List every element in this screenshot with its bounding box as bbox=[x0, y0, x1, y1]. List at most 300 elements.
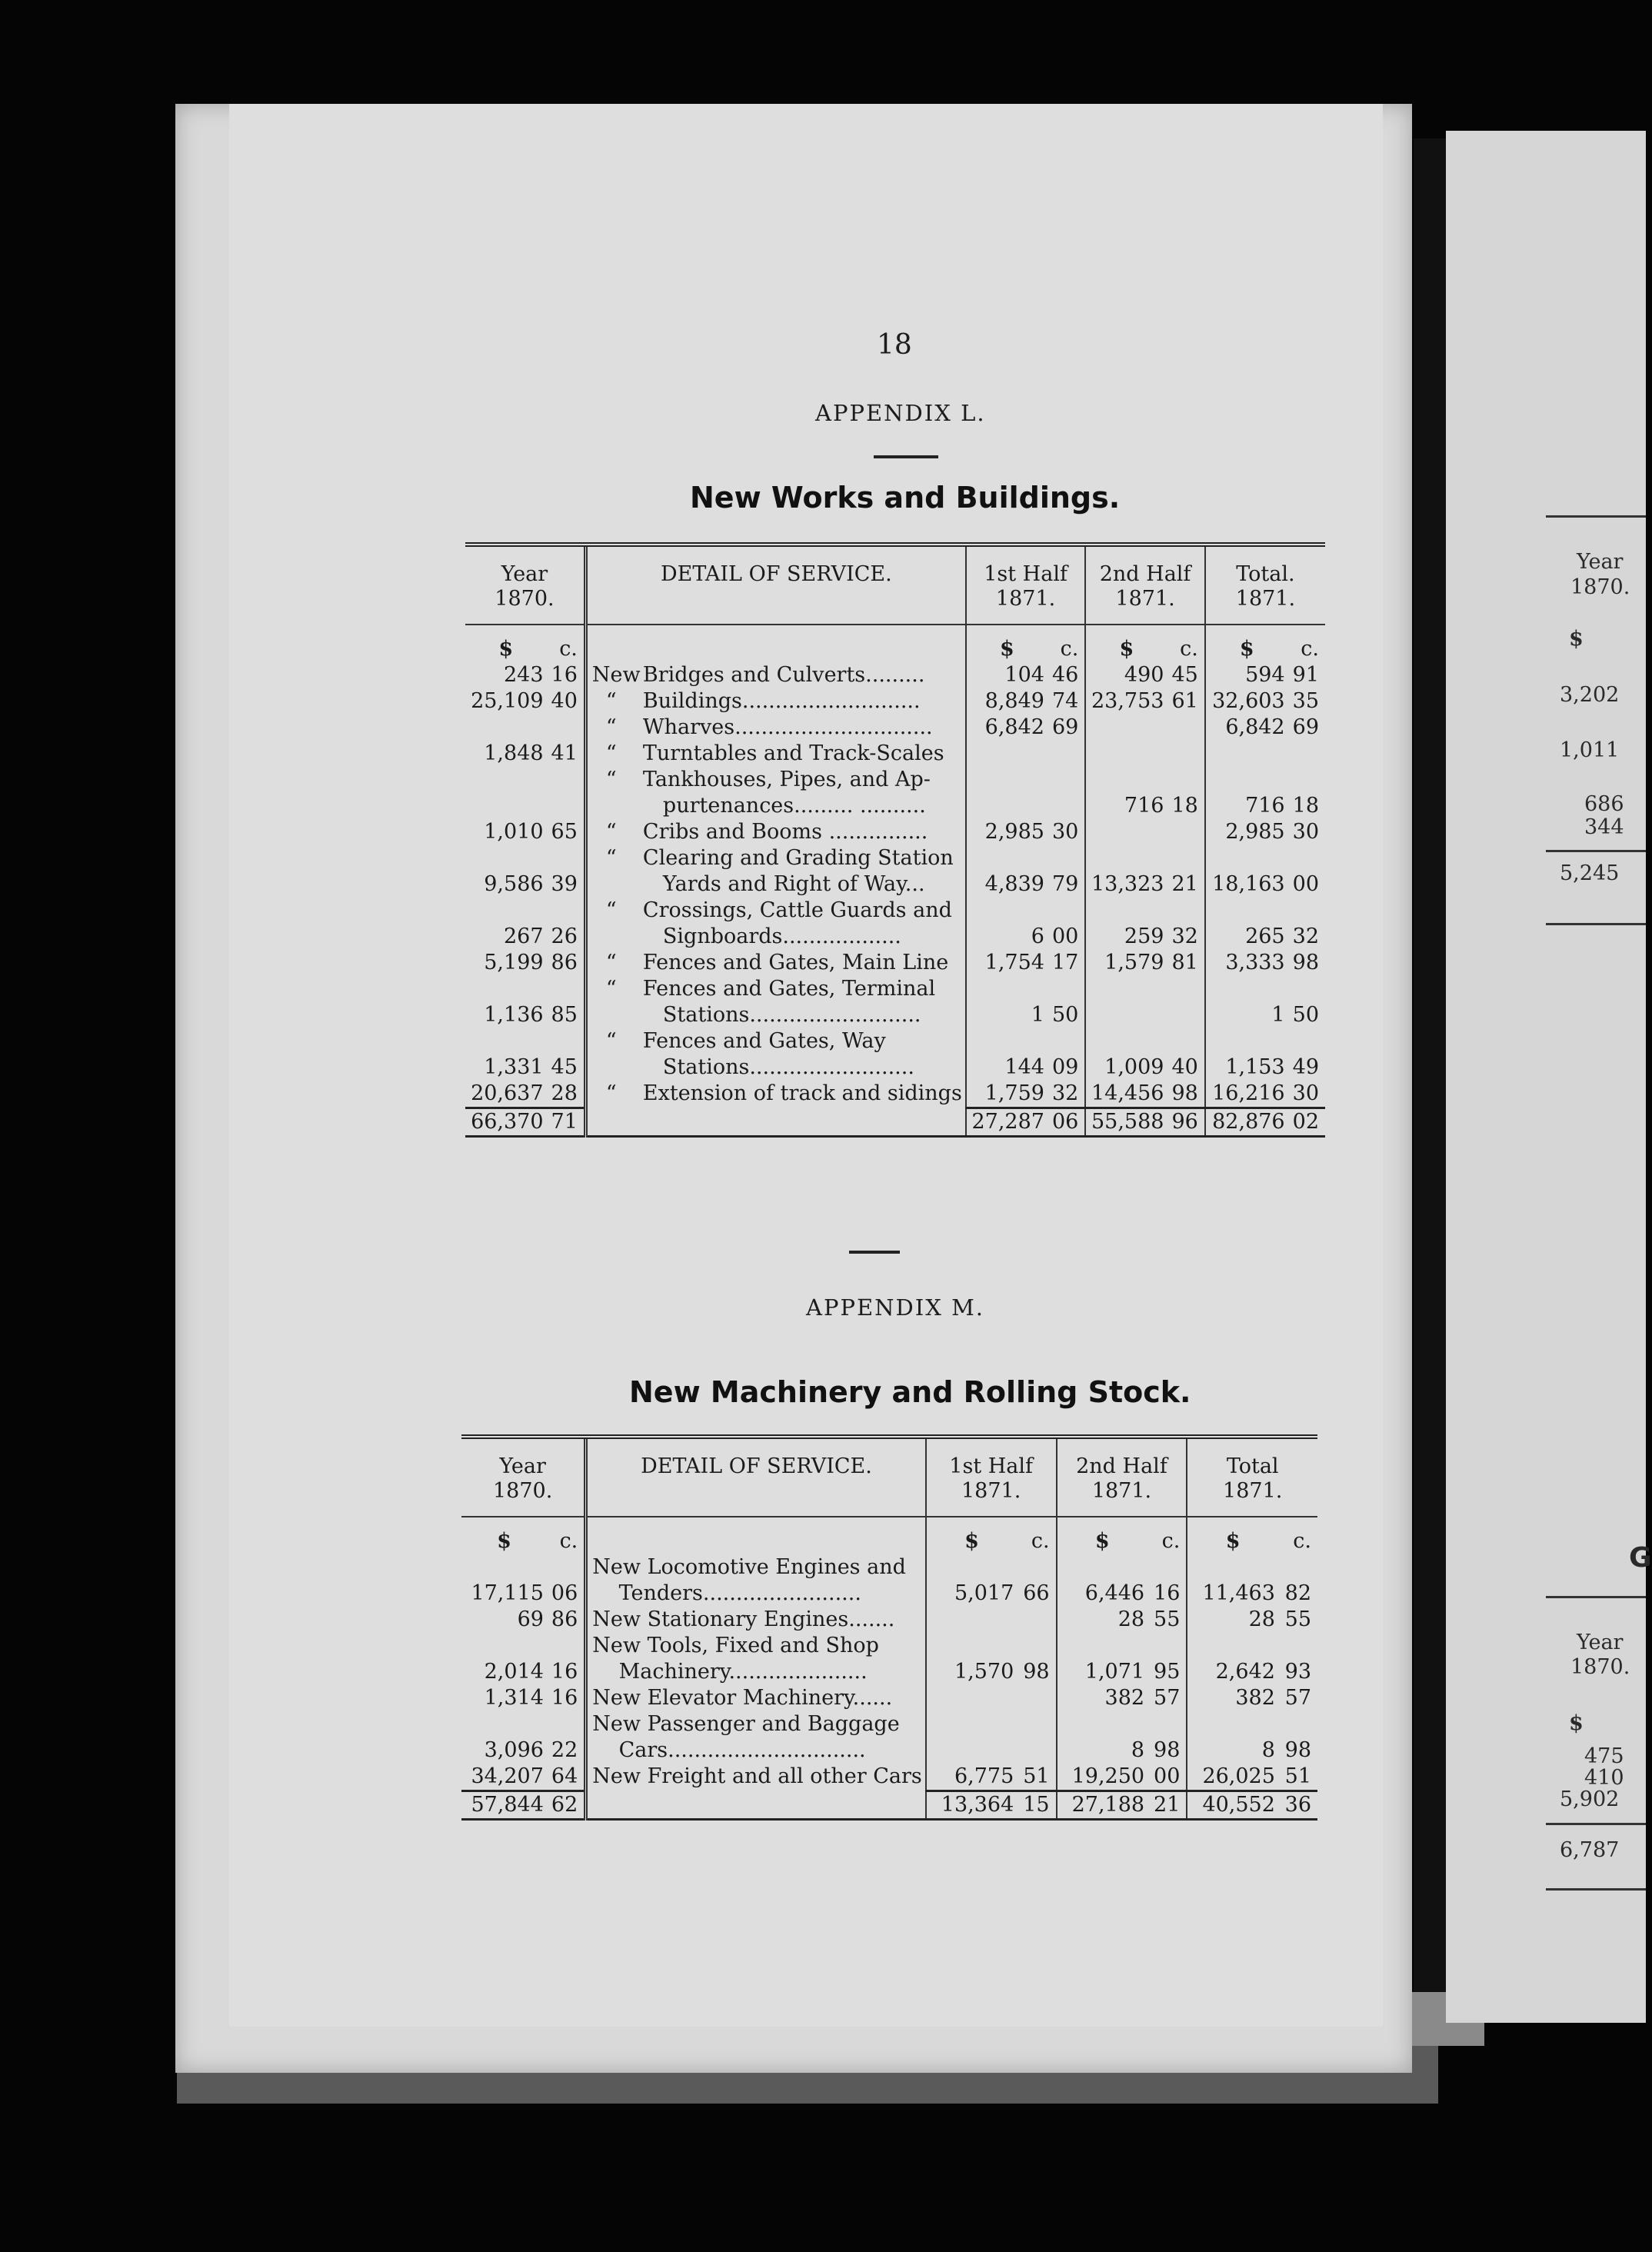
second-half-cents bbox=[1167, 1028, 1204, 1054]
total-value: 2,985 bbox=[1225, 820, 1285, 844]
first-half-cents: 30 bbox=[1047, 819, 1085, 845]
table-row bbox=[461, 1711, 1317, 1737]
total-value bbox=[1205, 976, 1288, 1002]
second-half-value: 716 bbox=[1124, 794, 1164, 818]
detail-text: New Stationary Engines....... bbox=[592, 1607, 895, 1631]
dollar-symbol: $ bbox=[1094, 1529, 1110, 1553]
table-row bbox=[465, 767, 1325, 793]
table-row bbox=[461, 1554, 1317, 1581]
table-row bbox=[465, 1028, 1325, 1054]
table-row bbox=[465, 976, 1325, 1002]
first-half-cents bbox=[1017, 1633, 1056, 1659]
detail-of-service bbox=[585, 976, 965, 1002]
second-half-cents: 57 bbox=[1147, 1685, 1187, 1711]
total-first-half-cents: 06 bbox=[1047, 1108, 1085, 1137]
total-first-half-cents: 15 bbox=[1017, 1791, 1056, 1820]
detail-of-service bbox=[586, 1607, 926, 1633]
second-half-value bbox=[1085, 976, 1167, 1002]
first-half-cents bbox=[1047, 845, 1085, 871]
second-half-value bbox=[1085, 741, 1167, 767]
detail-text: Tenders........................ bbox=[592, 1581, 861, 1605]
second-half-cents: 95 bbox=[1147, 1659, 1187, 1685]
detail-of-service bbox=[585, 1054, 965, 1081]
first-half-value bbox=[966, 1028, 1047, 1054]
year-cents: 39 bbox=[547, 871, 586, 898]
first-half-cents: 51 bbox=[1017, 1764, 1056, 1791]
second-half-cents: 81 bbox=[1167, 950, 1204, 976]
year-header: Year 1870. bbox=[465, 545, 585, 625]
facing-text: 5,245 bbox=[1560, 861, 1620, 885]
second-half-cents bbox=[1167, 715, 1204, 741]
first-half-cents bbox=[1017, 1607, 1056, 1633]
facing-rule bbox=[1546, 850, 1646, 852]
total-value bbox=[1187, 1554, 1278, 1581]
cents-symbol: c. bbox=[1301, 637, 1319, 661]
second-half-cents bbox=[1167, 898, 1204, 924]
first-half-cents: 74 bbox=[1047, 688, 1085, 715]
total-header: Total 1871. bbox=[1187, 1437, 1317, 1517]
facing-text: Year bbox=[1577, 1631, 1624, 1654]
first-half-value bbox=[966, 793, 1047, 819]
facing-text: G bbox=[1629, 1542, 1652, 1574]
table-row bbox=[461, 1633, 1317, 1659]
year-value: 267 bbox=[504, 924, 544, 948]
second-half-value: 28 bbox=[1117, 1607, 1145, 1631]
dollar-symbol: $ bbox=[964, 1529, 979, 1553]
second-half-value bbox=[1085, 898, 1167, 924]
second-half-value bbox=[1057, 1554, 1148, 1581]
first-half-cents bbox=[1047, 1028, 1085, 1054]
detail-text: Clearing and Grading Station bbox=[642, 846, 954, 870]
year-value bbox=[465, 793, 547, 819]
detail-of-service bbox=[586, 1685, 926, 1711]
total-cents bbox=[1288, 976, 1325, 1002]
total-value: 28 bbox=[1248, 1607, 1275, 1631]
detail-text: Tankhouses, Pipes, and Ap- bbox=[642, 768, 931, 791]
total-value bbox=[1205, 741, 1288, 767]
page-number: 18 bbox=[877, 329, 912, 361]
first-half-cents: 98 bbox=[1017, 1659, 1056, 1685]
facing-text: 5,902 bbox=[1560, 1787, 1620, 1811]
ditto-prefix: “ bbox=[605, 951, 617, 974]
detail-of-service bbox=[585, 1081, 965, 1108]
year-cents: 16 bbox=[547, 1685, 586, 1711]
second-half-header: 2nd Half 1871. bbox=[1085, 545, 1205, 625]
detail-of-service bbox=[585, 741, 965, 767]
appendix-l-title: New Works and Buildings. bbox=[690, 481, 1121, 515]
year-value bbox=[465, 976, 547, 1002]
first-half-value bbox=[966, 741, 1047, 767]
table-row bbox=[461, 1737, 1317, 1764]
detail-of-service bbox=[585, 688, 965, 715]
table-row bbox=[465, 1054, 1325, 1081]
detail-of-service bbox=[585, 767, 965, 793]
dollar-symbol: $ bbox=[1239, 637, 1254, 661]
second-half-value: 1,071 bbox=[1084, 1660, 1145, 1684]
total-first-half: 27,287 bbox=[966, 1108, 1047, 1137]
total-cents: 30 bbox=[1292, 1081, 1319, 1105]
total-value: 3,333 bbox=[1225, 951, 1285, 974]
second-half-cents: 45 bbox=[1167, 662, 1204, 688]
first-half-value: 144 bbox=[1004, 1055, 1044, 1079]
first-half-cents bbox=[1047, 741, 1085, 767]
ditto-prefix: New bbox=[591, 663, 641, 687]
facing-rule bbox=[1546, 1888, 1646, 1891]
facing-text: 1,011 bbox=[1560, 738, 1620, 762]
total-value: 1 bbox=[1271, 1003, 1285, 1027]
first-half-value: 6 bbox=[1031, 924, 1044, 948]
detail-of-service bbox=[585, 871, 965, 898]
second-half-cents bbox=[1167, 845, 1204, 871]
ditto-prefix: “ bbox=[605, 1029, 617, 1053]
year-value bbox=[461, 1554, 547, 1581]
total-cents bbox=[1288, 898, 1325, 924]
total-first-half: 13,364 bbox=[926, 1791, 1018, 1820]
detail-of-service bbox=[585, 898, 965, 924]
second-half-value bbox=[1085, 845, 1167, 871]
table-row bbox=[465, 898, 1325, 924]
year-value: 1,010 bbox=[484, 820, 544, 844]
total-cents bbox=[1288, 845, 1325, 871]
facing-text: 1870. bbox=[1570, 1655, 1630, 1679]
total-cents: 91 bbox=[1292, 663, 1319, 687]
first-half-header: 1st Half 1871. bbox=[966, 545, 1086, 625]
year-cents: 40 bbox=[547, 688, 586, 715]
second-half-cents: 61 bbox=[1167, 688, 1204, 715]
total-cents: 57 bbox=[1284, 1686, 1311, 1710]
total-cents: 55 bbox=[1284, 1607, 1311, 1631]
ditto-prefix: “ bbox=[605, 846, 617, 870]
total-cents: 82 bbox=[1284, 1581, 1311, 1605]
second-half-cents: 00 bbox=[1147, 1764, 1187, 1791]
year-cents: 28 bbox=[547, 1081, 586, 1108]
year-cents bbox=[547, 793, 586, 819]
year-value: 2,014 bbox=[484, 1660, 544, 1684]
total-cents: 00 bbox=[1292, 872, 1319, 896]
total-cents: 30 bbox=[1292, 820, 1319, 844]
year-cents bbox=[547, 845, 586, 871]
detail-text: Stations.......................... bbox=[662, 1003, 921, 1027]
second-half-value: 8 bbox=[1131, 1738, 1145, 1762]
first-half-value: 6,775 bbox=[954, 1764, 1014, 1788]
first-half-value bbox=[966, 845, 1047, 871]
detail-text: New Elevator Machinery...... bbox=[592, 1686, 893, 1710]
facing-text: 410 bbox=[1584, 1766, 1624, 1790]
second-half-value: 13,323 bbox=[1091, 872, 1164, 896]
facing-text: Year bbox=[1577, 550, 1624, 574]
first-half-cents: 50 bbox=[1047, 1002, 1085, 1028]
detail-text: Wharves.............................. bbox=[642, 715, 933, 739]
year-cents bbox=[547, 898, 586, 924]
first-half-cents: 66 bbox=[1017, 1581, 1056, 1607]
detail-text: Bridges and Culverts......... bbox=[642, 663, 925, 687]
second-half-cents: 16 bbox=[1147, 1581, 1187, 1607]
year-cents: 16 bbox=[547, 662, 586, 688]
year-cents: 64 bbox=[547, 1764, 586, 1791]
second-half-value: 6,446 bbox=[1084, 1581, 1145, 1605]
table-row bbox=[465, 662, 1325, 688]
detail-of-service bbox=[585, 715, 965, 741]
total-value: 716 bbox=[1245, 794, 1285, 818]
first-half-value bbox=[966, 767, 1047, 793]
facing-page bbox=[1446, 131, 1652, 2023]
year-value: 3,096 bbox=[484, 1738, 544, 1762]
total-value: 11,463 bbox=[1202, 1581, 1275, 1605]
first-half-cents bbox=[1017, 1737, 1056, 1764]
detail-text: Stations......................... bbox=[662, 1055, 914, 1079]
dollar-symbol: $ bbox=[498, 637, 514, 661]
ditto-prefix: “ bbox=[605, 715, 617, 739]
second-half-value: 19,250 bbox=[1071, 1764, 1145, 1788]
first-half-value bbox=[926, 1554, 1018, 1581]
year-cents: 45 bbox=[547, 1054, 586, 1081]
year-cents bbox=[547, 976, 586, 1002]
detail-of-service bbox=[586, 1764, 926, 1791]
first-half-cents bbox=[1017, 1554, 1056, 1581]
total-cents: 69 bbox=[1292, 715, 1319, 739]
table-row bbox=[461, 1607, 1317, 1633]
year-cents: 86 bbox=[547, 950, 586, 976]
facing-rule bbox=[1546, 1823, 1646, 1825]
detail-text: New Freight and all other Cars bbox=[592, 1764, 922, 1788]
total-cents: 35 bbox=[1292, 689, 1319, 713]
cents-symbol: c. bbox=[1047, 625, 1085, 662]
year-value: 1,848 bbox=[484, 741, 544, 765]
total-value bbox=[1205, 898, 1288, 924]
dollar-symbol: $ bbox=[1119, 637, 1134, 661]
total-cents bbox=[1288, 1028, 1325, 1054]
second-half-cents: 32 bbox=[1167, 924, 1204, 950]
detail-of-service bbox=[585, 924, 965, 950]
total-value: 6,842 bbox=[1225, 715, 1285, 739]
ditto-prefix: “ bbox=[605, 741, 617, 765]
second-half-cents: 18 bbox=[1167, 793, 1204, 819]
ditto-prefix: “ bbox=[605, 768, 617, 791]
detail-of-service bbox=[586, 1659, 926, 1685]
cents-symbol: c. bbox=[1167, 625, 1204, 662]
total-year: 66,370 bbox=[465, 1108, 547, 1137]
total-header: Total. 1871. bbox=[1205, 545, 1325, 625]
second-half-cents bbox=[1167, 741, 1204, 767]
table-row bbox=[465, 871, 1325, 898]
cents-symbol: c. bbox=[547, 625, 586, 662]
detail-of-service bbox=[586, 1737, 926, 1764]
detail-of-service bbox=[586, 1581, 926, 1607]
first-half-cents: 46 bbox=[1047, 662, 1085, 688]
second-half-value bbox=[1057, 1711, 1148, 1737]
year-value: 20,637 bbox=[471, 1081, 544, 1105]
appendix-m-heading: APPENDIX M. bbox=[806, 1294, 984, 1321]
total-value: 1,153 bbox=[1225, 1055, 1285, 1079]
facing-text: $ bbox=[1569, 627, 1584, 651]
facing-text: 3,202 bbox=[1560, 683, 1620, 707]
year-value bbox=[465, 845, 547, 871]
first-half-header: 1st Half 1871. bbox=[926, 1437, 1057, 1517]
year-cents bbox=[547, 1711, 586, 1737]
total-value: 18,163 bbox=[1212, 872, 1285, 896]
year-value: 1,136 bbox=[484, 1003, 544, 1027]
first-half-value: 1,754 bbox=[984, 951, 1044, 974]
second-half-value bbox=[1085, 767, 1167, 793]
detail-of-service bbox=[586, 1554, 926, 1581]
table-row bbox=[461, 1685, 1317, 1711]
first-half-cents: 79 bbox=[1047, 871, 1085, 898]
first-half-cents bbox=[1047, 976, 1085, 1002]
cents-symbol: c. bbox=[547, 1517, 586, 1554]
year-header: Year 1870. bbox=[461, 1437, 586, 1517]
table-row bbox=[465, 924, 1325, 950]
total-cents: 50 bbox=[1292, 1003, 1319, 1027]
facing-text: 344 bbox=[1584, 815, 1624, 839]
total-second-half-cents: 21 bbox=[1147, 1791, 1187, 1820]
grand-total: 82,876 bbox=[1205, 1108, 1288, 1137]
cents-symbol: c. bbox=[1017, 1517, 1056, 1554]
year-value: 25,109 bbox=[471, 689, 544, 713]
second-half-value bbox=[1085, 1028, 1167, 1054]
total-value: 594 bbox=[1245, 663, 1285, 687]
year-value: 9,586 bbox=[484, 872, 544, 896]
dollar-symbol: $ bbox=[1000, 637, 1014, 661]
table-row bbox=[465, 845, 1325, 871]
ditto-prefix: “ bbox=[605, 689, 617, 713]
year-cents bbox=[547, 1028, 586, 1054]
detail-text: New Locomotive Engines and bbox=[592, 1555, 906, 1579]
second-half-header: 2nd Half 1871. bbox=[1057, 1437, 1187, 1517]
year-value bbox=[461, 1711, 547, 1737]
year-value: 243 bbox=[504, 663, 544, 687]
first-half-cents: 09 bbox=[1047, 1054, 1085, 1081]
total-value: 32,603 bbox=[1212, 689, 1285, 713]
section-rule bbox=[849, 1251, 900, 1254]
detail-of-service bbox=[585, 950, 965, 976]
second-half-cents bbox=[1147, 1711, 1187, 1737]
first-half-value bbox=[926, 1737, 1018, 1764]
grand-total-cents: 02 bbox=[1288, 1108, 1325, 1137]
total-year-cents: 62 bbox=[547, 1791, 586, 1820]
detail-of-service bbox=[585, 793, 965, 819]
detail-text: Buildings........................... bbox=[642, 689, 921, 713]
ditto-prefix: “ bbox=[605, 898, 617, 922]
facing-rule bbox=[1546, 923, 1646, 925]
grand-total-cents: 36 bbox=[1278, 1791, 1317, 1820]
first-half-cents bbox=[1047, 898, 1085, 924]
second-half-cents: 55 bbox=[1147, 1607, 1187, 1633]
total-cents: 32 bbox=[1292, 924, 1319, 948]
first-half-cents bbox=[1047, 767, 1085, 793]
table-row bbox=[461, 1581, 1317, 1607]
table-row bbox=[465, 741, 1325, 767]
detail-of-service bbox=[585, 845, 965, 871]
first-half-value bbox=[926, 1633, 1018, 1659]
year-value bbox=[465, 898, 547, 924]
detail-of-service bbox=[586, 1633, 926, 1659]
detail-text: purtenances......... .......... bbox=[662, 794, 926, 818]
first-half-value: 6,842 bbox=[984, 715, 1044, 739]
second-half-value: 490 bbox=[1124, 663, 1164, 687]
first-half-value: 2,985 bbox=[984, 820, 1044, 844]
first-half-value bbox=[926, 1711, 1018, 1737]
second-half-value bbox=[1057, 1633, 1148, 1659]
total-value: 265 bbox=[1245, 924, 1285, 948]
second-half-cents: 98 bbox=[1167, 1081, 1204, 1108]
total-cents bbox=[1288, 767, 1325, 793]
second-half-value bbox=[1085, 819, 1167, 845]
second-half-cents bbox=[1167, 976, 1204, 1002]
total-value bbox=[1187, 1711, 1278, 1737]
table-row bbox=[465, 715, 1325, 741]
year-cents: 26 bbox=[547, 924, 586, 950]
second-half-value: 382 bbox=[1104, 1686, 1145, 1710]
cents-symbol: c. bbox=[1147, 1517, 1187, 1554]
first-half-cents bbox=[1017, 1685, 1056, 1711]
year-cents: 65 bbox=[547, 819, 586, 845]
detail-text: Extension of track and sidings bbox=[642, 1081, 962, 1105]
total-second-half: 27,188 bbox=[1057, 1791, 1148, 1820]
table-row bbox=[465, 950, 1325, 976]
year-value: 34,207 bbox=[471, 1764, 544, 1788]
appendix-l-heading: APPENDIX L. bbox=[815, 400, 986, 426]
table-row bbox=[465, 688, 1325, 715]
second-half-value: 1,009 bbox=[1104, 1055, 1164, 1079]
detail-header: DETAIL OF SERVICE. bbox=[586, 1437, 926, 1517]
detail-text: Machinery..................... bbox=[592, 1660, 868, 1684]
year-value: 1,314 bbox=[484, 1686, 544, 1710]
total-value bbox=[1205, 845, 1288, 871]
year-value bbox=[465, 715, 547, 741]
total-cents: 51 bbox=[1284, 1764, 1311, 1788]
total-cents: 98 bbox=[1292, 951, 1319, 974]
first-half-value bbox=[926, 1607, 1018, 1633]
grand-total: 40,552 bbox=[1187, 1791, 1278, 1820]
first-half-value: 8,849 bbox=[984, 689, 1044, 713]
total-value: 26,025 bbox=[1202, 1764, 1275, 1788]
facing-rule bbox=[1546, 1596, 1646, 1598]
first-half-cents: 32 bbox=[1047, 1081, 1085, 1108]
second-half-cents bbox=[1167, 767, 1204, 793]
detail-text: Fences and Gates, Terminal bbox=[642, 977, 936, 1001]
second-half-cents: 40 bbox=[1167, 1054, 1204, 1081]
table-row bbox=[465, 1081, 1325, 1108]
second-half-cents bbox=[1167, 819, 1204, 845]
second-half-value bbox=[1085, 715, 1167, 741]
total-cents: 49 bbox=[1292, 1055, 1319, 1079]
table-row bbox=[465, 819, 1325, 845]
detail-of-service bbox=[585, 819, 965, 845]
dollar-symbol: $ bbox=[497, 1529, 511, 1553]
total-second-half: 55,588 bbox=[1085, 1108, 1167, 1137]
first-half-cents bbox=[1047, 793, 1085, 819]
year-cents: 41 bbox=[547, 741, 586, 767]
year-cents: 16 bbox=[547, 1659, 586, 1685]
second-half-cents: 98 bbox=[1147, 1737, 1187, 1764]
total-cents: 93 bbox=[1284, 1660, 1311, 1684]
year-value: 5,199 bbox=[484, 951, 544, 974]
facing-text: $ bbox=[1569, 1711, 1584, 1735]
total-value bbox=[1205, 767, 1288, 793]
year-value bbox=[465, 1028, 547, 1054]
year-cents bbox=[547, 767, 586, 793]
detail-header: DETAIL OF SERVICE. bbox=[585, 545, 965, 625]
total-value: 382 bbox=[1235, 1686, 1275, 1710]
total-cents bbox=[1278, 1633, 1317, 1659]
first-half-cents bbox=[1017, 1711, 1056, 1737]
detail-text: Signboards.................. bbox=[662, 924, 901, 948]
year-value bbox=[465, 767, 547, 793]
detail-text: Yards and Right of Way... bbox=[662, 872, 925, 896]
total-value bbox=[1205, 1028, 1288, 1054]
detail-text: Cars.............................. bbox=[592, 1738, 866, 1762]
second-half-value: 23,753 bbox=[1091, 689, 1164, 713]
